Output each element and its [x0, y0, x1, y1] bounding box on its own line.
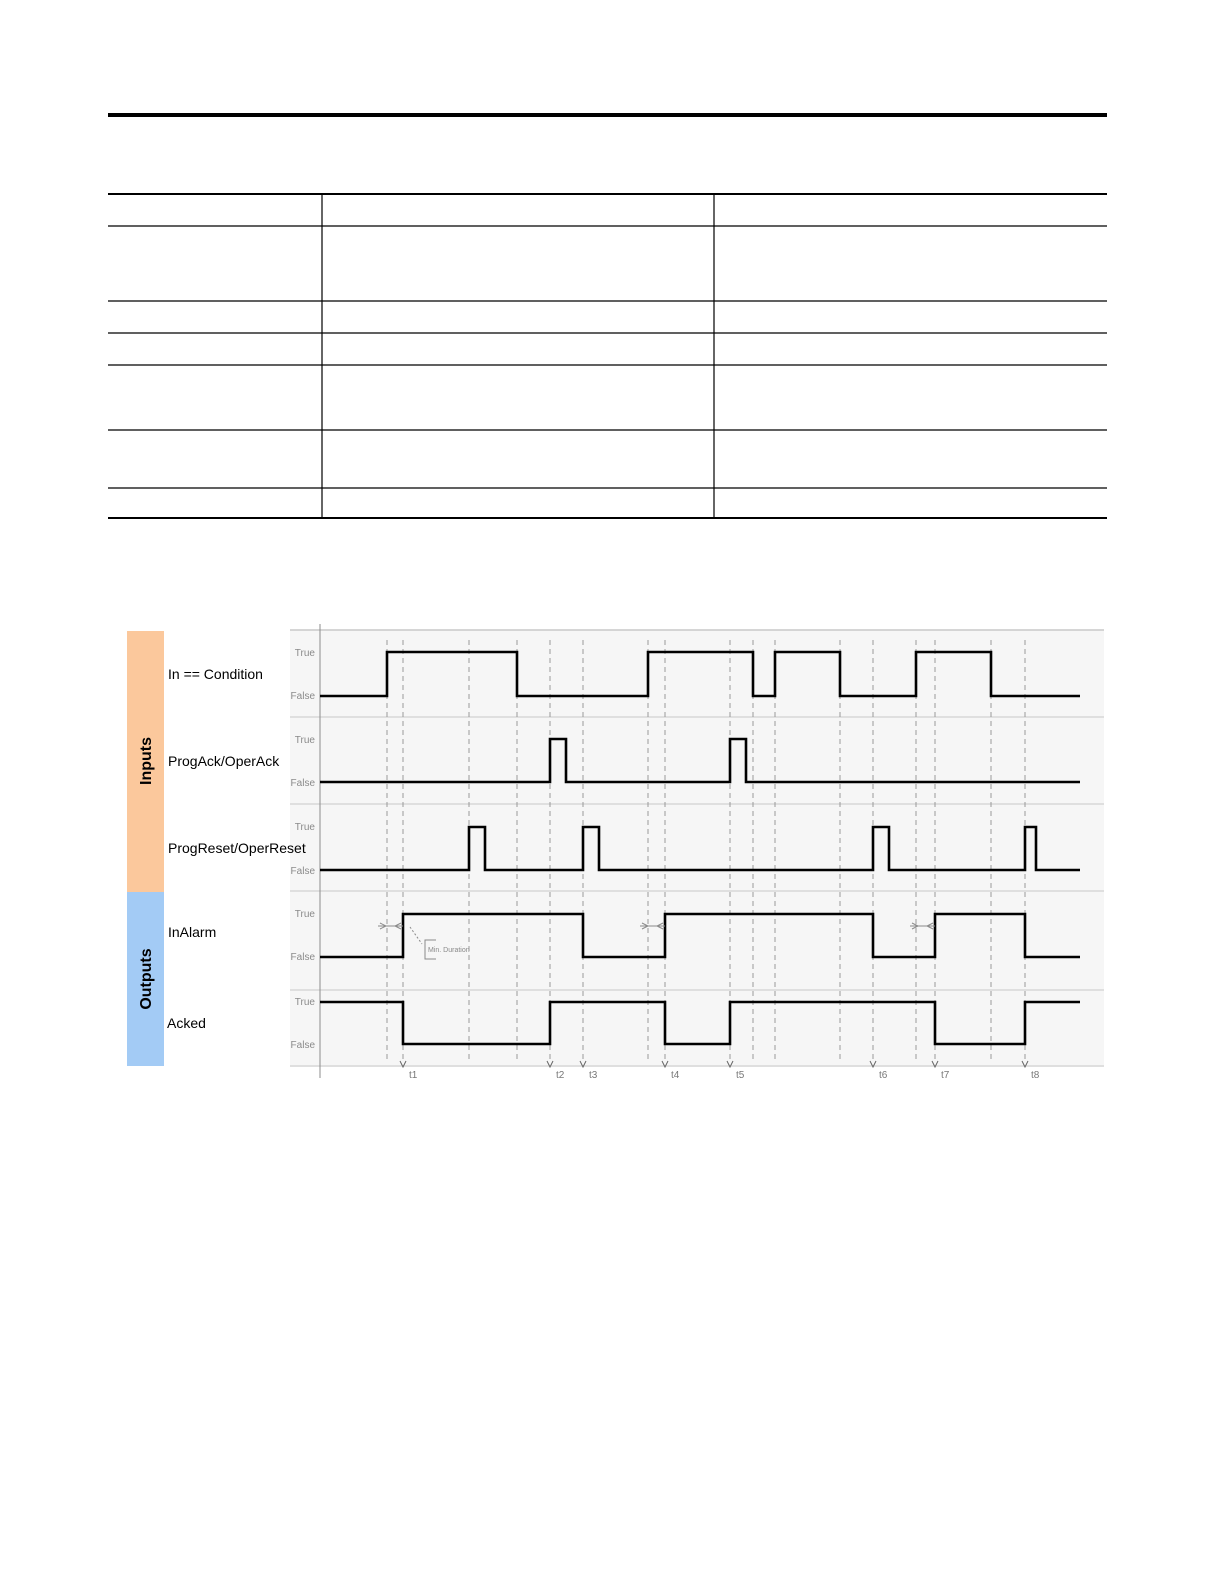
- state-false-label: False: [290, 866, 315, 877]
- state-false-label: False: [290, 691, 315, 702]
- outputs-group-label: Outputs: [138, 948, 155, 1010]
- state-false-label: False: [290, 778, 315, 789]
- time-marker-label: t6: [879, 1070, 888, 1081]
- min-duration-label: Min. Duration: [428, 947, 470, 954]
- time-marker-label: t7: [941, 1070, 950, 1081]
- state-true-label: True: [294, 648, 315, 659]
- state-true-label: True: [294, 997, 315, 1008]
- signal-label-prog-ack: ProgAck/OperAck: [168, 753, 280, 769]
- state-true-label: True: [294, 909, 315, 920]
- state-true-label: True: [294, 735, 315, 746]
- time-marker-label: t4: [671, 1070, 680, 1081]
- diagram-panel: [290, 630, 1104, 1067]
- time-marker-label: t3: [589, 1070, 598, 1081]
- time-marker-label: t1: [409, 1070, 418, 1081]
- state-true-label: True: [294, 822, 315, 833]
- signal-label-in-alarm: InAlarm: [168, 924, 217, 940]
- state-false-label: False: [290, 952, 315, 963]
- signal-label-acked: Acked: [167, 1015, 206, 1031]
- inputs-group-label: Inputs: [138, 737, 155, 785]
- signal-label-in-condition: In == Condition: [168, 666, 263, 682]
- signal-label-prog-reset: ProgReset/OperReset: [168, 840, 306, 856]
- time-marker-label: t8: [1031, 1070, 1040, 1081]
- time-marker-label: t2: [556, 1070, 565, 1081]
- time-marker-label: t5: [736, 1070, 745, 1081]
- state-false-label: False: [290, 1040, 315, 1051]
